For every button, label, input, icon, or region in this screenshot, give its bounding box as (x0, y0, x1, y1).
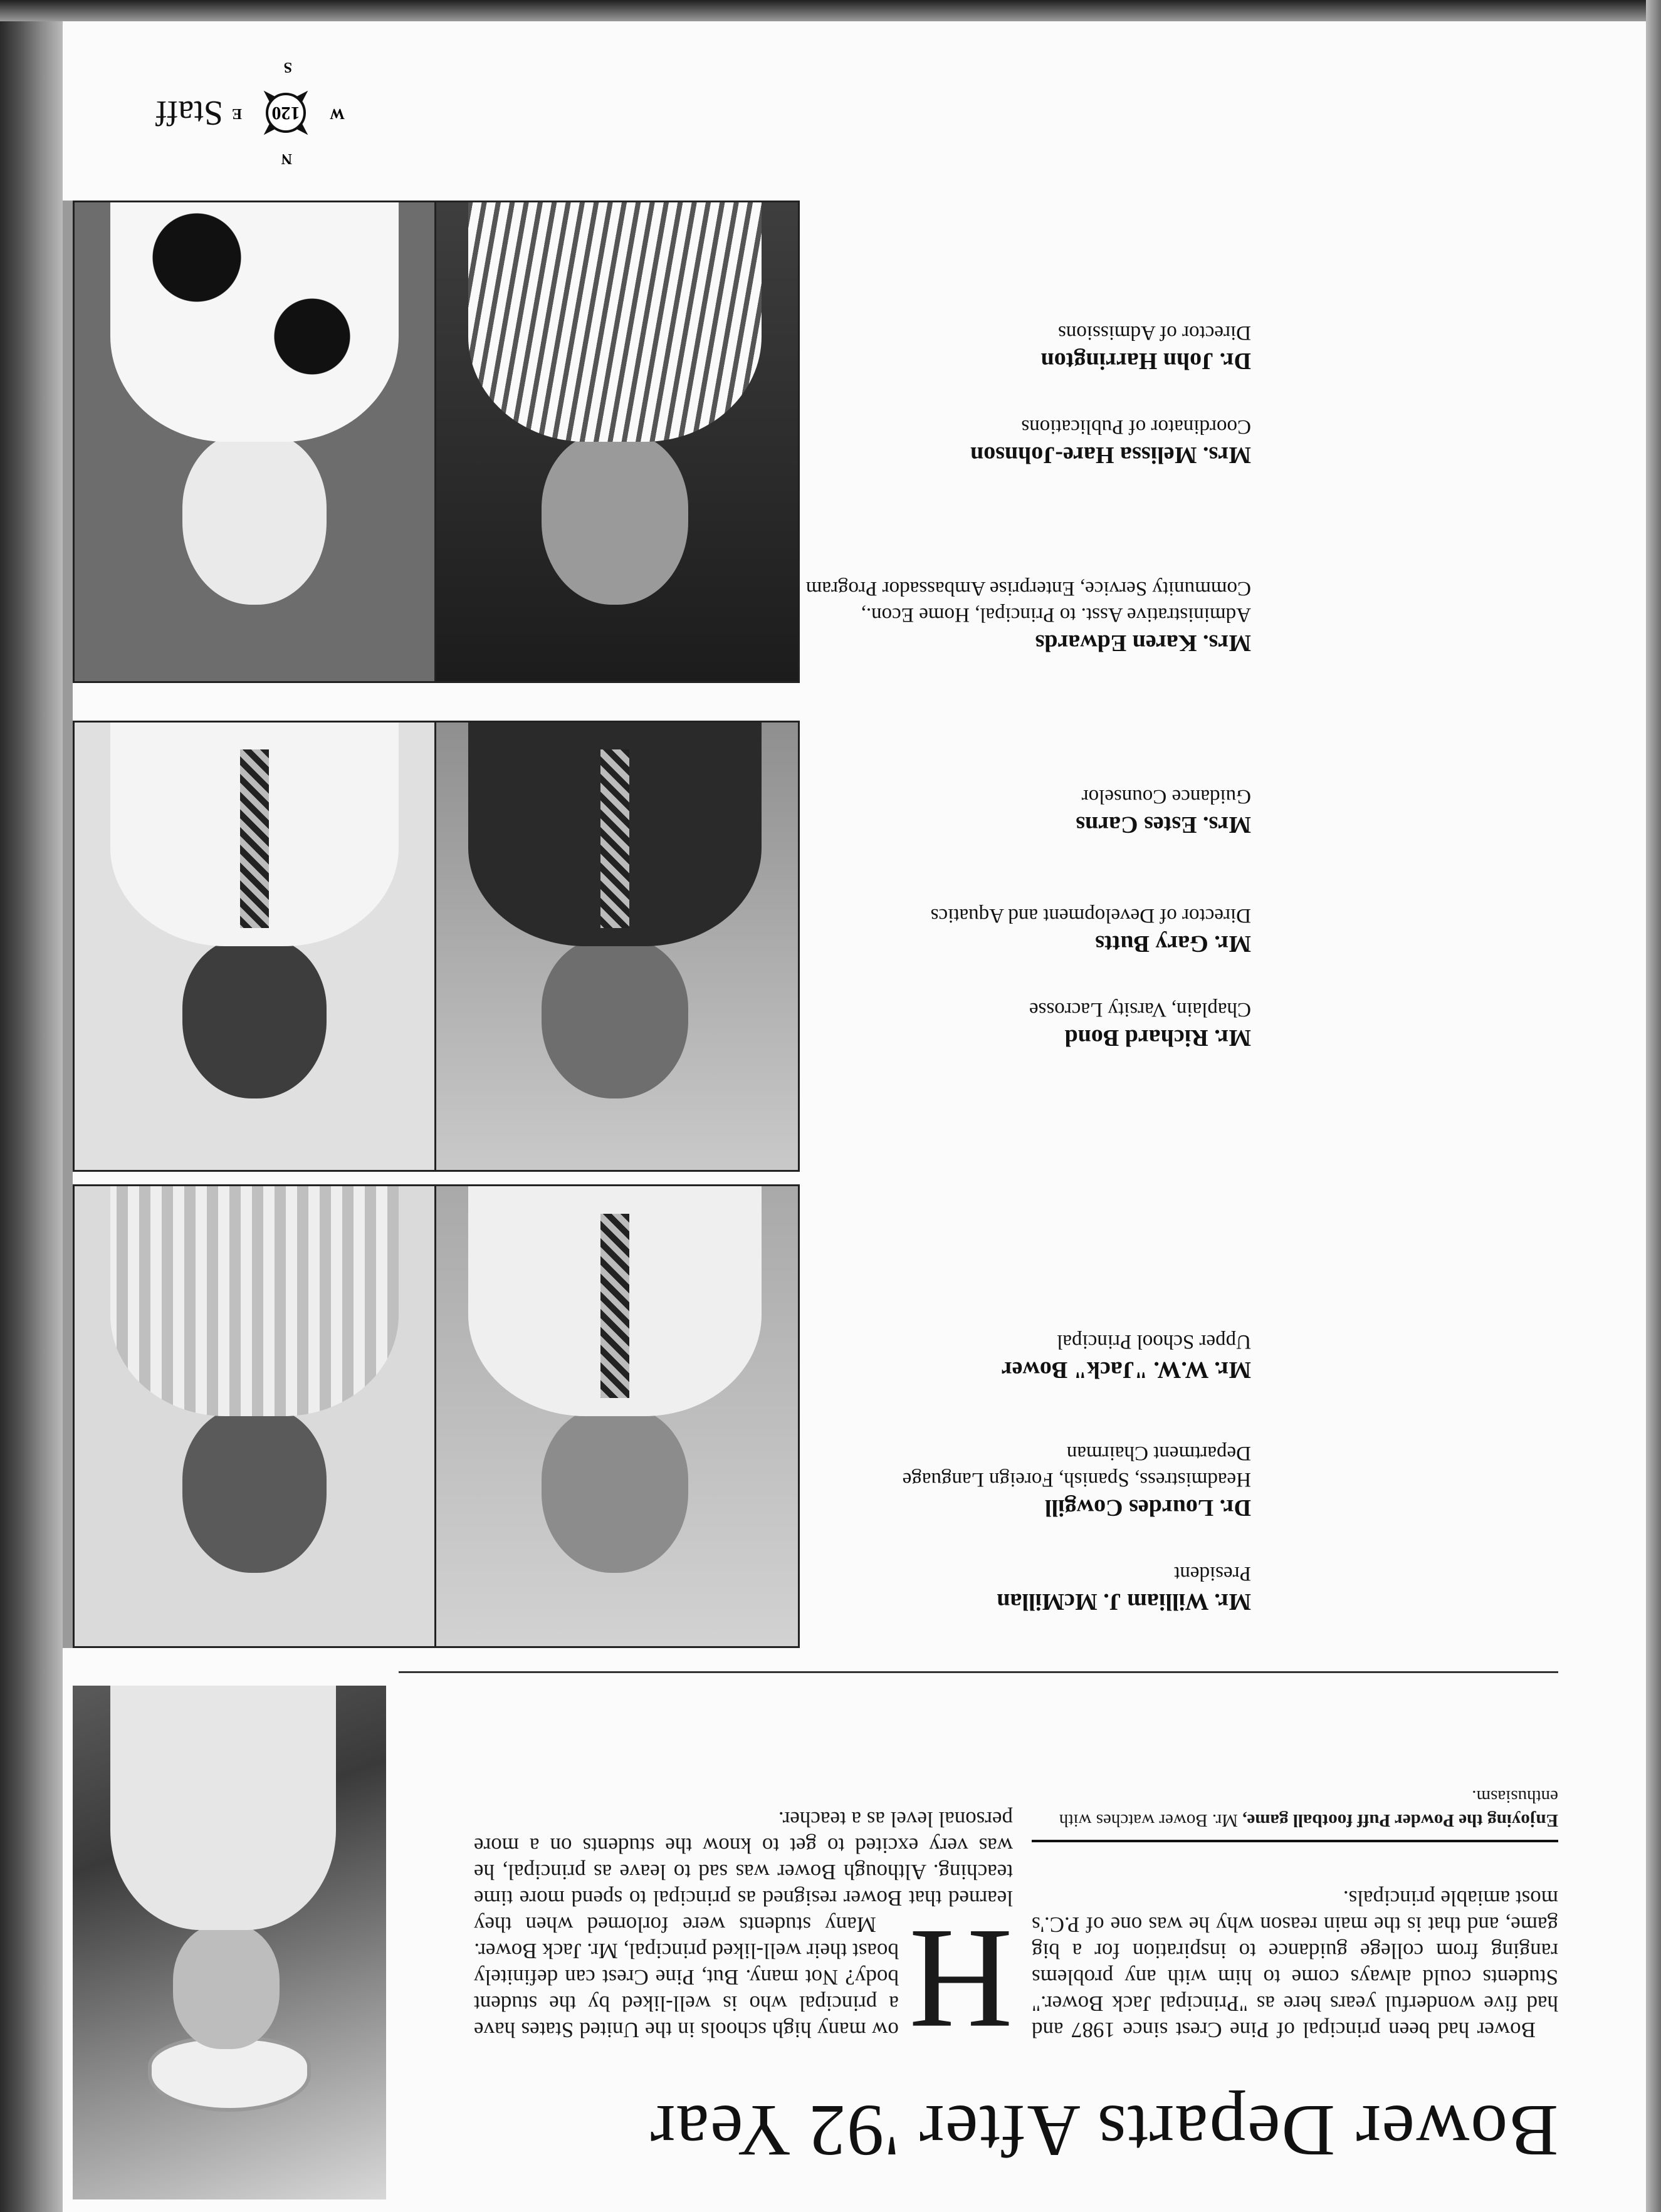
staff-photo-butts (73, 721, 436, 1172)
compass-south-label: S (283, 59, 292, 75)
body-shape (110, 1686, 336, 1930)
staff-entry (800, 320, 1251, 376)
compass-east-label: E (231, 105, 242, 122)
feature-photo-bower (73, 1686, 386, 2199)
staff-name: Mr. Gary Butts (1095, 931, 1251, 957)
page-headline: Bower Departs After '92 Year (649, 2090, 1558, 2172)
staff-title: Director of Development and Aquatics (930, 904, 1251, 927)
photo-caption (1032, 1785, 1558, 1842)
staff-entry (800, 996, 1251, 1053)
story-paragraph: ow many high schools in the United States have a principal who is well-liked by the student body? Not many. But, Pine Crest can definitely boast their well-liked principal, Mr. Jack Bower. (474, 1939, 899, 2042)
staff-name: Dr. Lourdes Cowgill (1044, 1495, 1251, 1521)
story-paragraph: Many students were forlorned when they learned that Bower resigned as principal to spend more time teaching. Although Bower was sad to leave as principal, he was very excited to get to know the students on a more personal level as a teacher. (474, 1807, 1013, 1937)
staff-name: Mr. W.W. "Jack" Bower (1001, 1357, 1251, 1383)
compass-icon (231, 59, 345, 167)
staff-name: Mrs. Estes Carns (1076, 811, 1251, 838)
staff-title: Chaplain, Varsity Lacrosse (1029, 998, 1251, 1021)
divider-rule (399, 1671, 1558, 1673)
caption-lead: Enjoying the Powder Puff football game, (1242, 1810, 1558, 1830)
staff-entry (800, 414, 1251, 470)
staff-name: Mr. William J. McMillan (997, 1589, 1251, 1615)
staff-entry (800, 1560, 1251, 1617)
staff-name: Mr. Richard Bond (1064, 1025, 1251, 1051)
staff-entry (800, 902, 1251, 959)
caption-text: Mr. Bower watches with enthusiasm. (1059, 1787, 1558, 1830)
staff-title: Guidance Counselor (1081, 785, 1251, 808)
section-label: Staff (155, 93, 223, 132)
story-column-2 (1032, 1885, 1558, 2043)
staff-photo-edwards (430, 201, 800, 683)
staff-title: Coordinator of Publications (1021, 415, 1251, 438)
drop-cap: H (908, 1900, 1013, 2060)
staff-entry (800, 783, 1251, 840)
staff-name: Mrs. Karen Edwards (1035, 630, 1251, 656)
scan-edge-right (1646, 0, 1661, 2212)
staff-entry (800, 1328, 1251, 1385)
yearbook-page (63, 21, 1646, 2212)
page-number: 120 (266, 93, 306, 133)
compass-west-label: W (330, 105, 345, 122)
staff-entry (800, 1440, 1251, 1523)
scan-edge-top (0, 0, 1661, 21)
staff-entry (800, 575, 1251, 658)
staff-photo-mcmillan (430, 1184, 800, 1648)
staff-title: Headmistress, Spanish, Foreign Language Department Chairman (902, 1442, 1251, 1491)
staff-title: Administrative Asst. to Principal, Home Econ., Community Service, Enterprise Ambassador Program (805, 577, 1251, 626)
page-folio (110, 50, 345, 175)
staff-photo-cowgill (73, 1184, 436, 1648)
staff-title: Upper School Principal (1057, 1330, 1251, 1353)
staff-photo-hare-johnson (73, 201, 436, 683)
story-column-1 (474, 1806, 1013, 2060)
staff-name: Mrs. Melissa Hare-Johnson (970, 442, 1251, 468)
compass-north-label: N (281, 150, 292, 167)
adjacent-page-strip (63, 201, 73, 1648)
binding-gutter (0, 0, 69, 2212)
staff-title: President (1174, 1562, 1251, 1585)
face-shape (173, 1924, 280, 2049)
staff-photo-bond (430, 721, 800, 1172)
story-paragraph: Bower had been principal of Pine Crest since 1987 and had five wonderful years here as "Principal Jack Bower." Students could always come to him with any problems ranging from college guidance to inspiration for a big game, and that is the main reason why he was one of P.C.'s most amiable principals. (1032, 1886, 1558, 2042)
staff-title: Director of Admissions (1058, 321, 1251, 344)
staff-name: Dr. John Harrington (1040, 348, 1251, 374)
